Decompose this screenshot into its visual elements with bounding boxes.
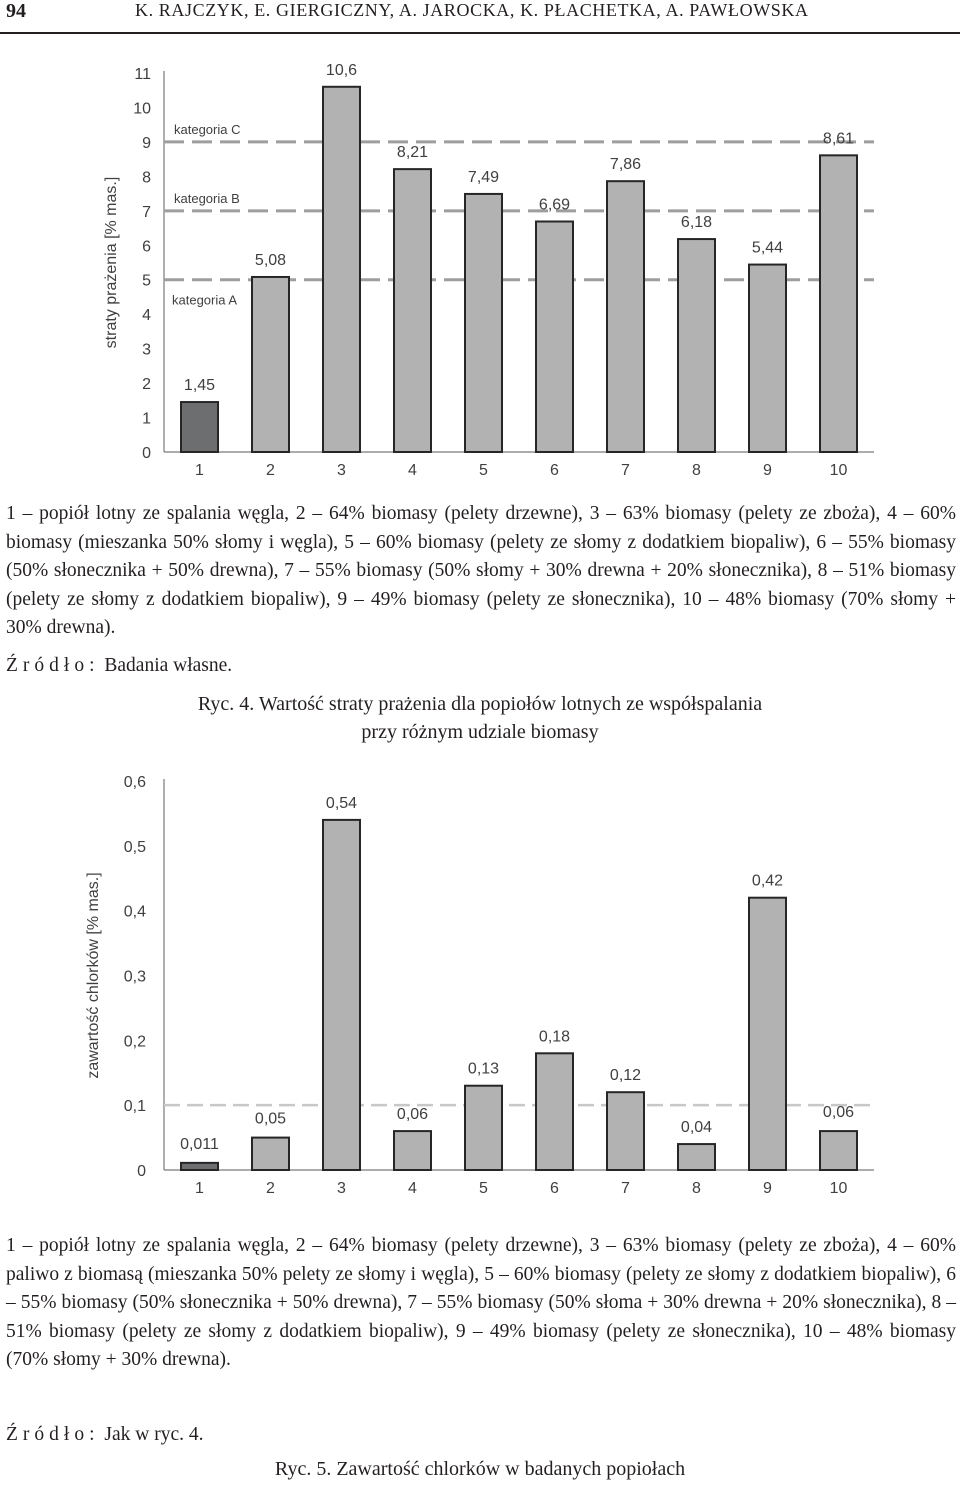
header-rule	[0, 32, 960, 34]
fig5-bar	[252, 1138, 289, 1170]
fig4-reference-line-label: kategoria B	[174, 190, 240, 206]
figure4-title-line1: Ryc. 4. Wartość straty prażenia dla popiołów lotnych ze współspalania	[197, 693, 763, 715]
fig4-reference-line-label: kategoria C	[174, 121, 241, 137]
fig5-x-tick-label: 5	[479, 1180, 488, 1197]
fig5-y-tick-label: 0,2	[123, 1033, 146, 1051]
fig5-bar	[749, 898, 786, 1170]
fig4-y-tick-label: 10	[133, 100, 151, 118]
figure4-source	[6, 655, 232, 677]
fig4-x-tick-label: 10	[829, 462, 848, 479]
fig5-x-tick-label: 10	[829, 1180, 848, 1197]
fig5-bar-value-label: 0,18	[538, 1028, 571, 1046]
fig5-bar-value-label: 0,12	[609, 1067, 642, 1085]
fig4-y-tick-label: 11	[134, 66, 151, 83]
fig5-bar-value-label: 0,54	[325, 794, 358, 812]
fig4-bar	[252, 277, 289, 452]
fig4-y-tick-label: 4	[142, 307, 151, 325]
figure4-source-text: Badania własne.	[104, 655, 233, 676]
figure4-source-label: Źródło:	[6, 655, 100, 676]
fig4-y-tick-label: 6	[142, 238, 151, 256]
fig4-bar	[181, 402, 218, 452]
fig4-y-tick-label: 1	[142, 410, 151, 428]
figure5-source-text: Jak w ryc. 4.	[104, 1424, 204, 1445]
fig4-bar-value-label: 8,21	[396, 144, 429, 162]
fig4-x-tick-label: 8	[692, 462, 701, 479]
fig5-bar-value-label: 0,06	[822, 1104, 855, 1122]
fig5-x-tick-label: 1	[195, 1180, 204, 1197]
figure5-title	[0, 1455, 960, 1483]
fig5-y-tick-label: 0,3	[123, 968, 146, 986]
fig4-bar-value-label: 5,08	[254, 251, 287, 269]
fig5-bar	[394, 1131, 431, 1170]
page-number: 94	[6, 0, 26, 22]
fig4-bar	[394, 169, 431, 452]
figure5-title-line1: Ryc. 5. Zawartość chlorków w badanych popiołach	[274, 1458, 686, 1480]
fig4-x-tick-label: 1	[195, 462, 204, 479]
fig5-bar-value-label: 0,42	[751, 872, 784, 890]
fig5-y-tick-label: 0,1	[123, 1098, 146, 1116]
fig4-y-axis-label: straty prażenia [% mas.]	[103, 176, 120, 349]
fig4-bar-value-label: 7,49	[467, 168, 500, 186]
figure4-description: 1 – popiół lotny ze spalania węgla, 2 – 64% biomasy (pelety drzewne), 3 – 63% biomasy (pelety ze zboża), 4 – 60% biomasy (mieszanka 50% słomy i węgla), 5 – 60% biomasy (pelety ze słomy z dodatkiem biopaliw), 6 – 55% biomasy (50% słonecznika + 50% drewna), 7 – 55% biomasy (50% słomy + 30% drewna + 20% słonecznika), 8 – 51% biomasy (pelety ze słomy z dodatkiem biopaliw), 9 – 49% biomasy (pelety ze słonecznika), 10 – 48% biomasy (70% słomy + 30% drewna).	[6, 503, 956, 639]
fig4-bar-value-label: 6,69	[538, 196, 571, 214]
fig5-bar	[607, 1092, 644, 1170]
fig5-bar-value-label: 0,13	[467, 1060, 500, 1078]
fig4-bar-value-label: 8,61	[822, 130, 855, 148]
fig5-bar-value-label: 0,011	[180, 1135, 219, 1153]
fig5-bar-value-label: 0,05	[254, 1110, 287, 1128]
fig5-y-axis-label: zawartość chlorków [% mas.]	[85, 872, 102, 1079]
fig4-reference-line-label: kategoria A	[172, 292, 238, 308]
fig4-bar	[820, 155, 857, 452]
fig5-bar	[181, 1163, 218, 1170]
fig5-x-tick-label: 6	[550, 1180, 559, 1197]
fig4-y-tick-label: 9	[142, 134, 151, 152]
fig4-y-tick-label: 0	[142, 445, 151, 462]
fig5-y-tick-label: 0,6	[123, 774, 146, 791]
fig4-bar	[465, 194, 502, 452]
fig4-bar	[678, 239, 715, 452]
fig5-y-tick-label: 0,4	[123, 903, 146, 921]
fig4-x-tick-label: 9	[763, 462, 772, 479]
fig4-bar-value-label: 5,44	[751, 239, 784, 257]
fig5-bar	[323, 820, 360, 1170]
running-header	[0, 0, 960, 34]
fig4-x-tick-label: 5	[479, 462, 488, 479]
fig5-x-tick-label: 8	[692, 1180, 701, 1197]
fig5-bar-value-label: 0,04	[680, 1119, 713, 1137]
fig4-bar	[536, 221, 573, 452]
fig4-bar-value-label: 10,6	[325, 61, 358, 79]
figure4-bar-chart	[0, 55, 960, 485]
fig5-x-tick-label: 3	[337, 1180, 346, 1197]
fig4-x-tick-label: 6	[550, 462, 559, 479]
fig5-bar	[536, 1053, 573, 1170]
fig5-x-tick-label: 9	[763, 1180, 772, 1197]
fig4-bar-value-label: 7,86	[609, 156, 642, 174]
figure5-bar-chart	[0, 760, 960, 1200]
fig4-bar	[323, 87, 360, 452]
fig5-y-tick-label: 0,5	[123, 838, 146, 856]
fig4-bar	[749, 265, 786, 452]
fig4-bar-value-label: 1,45	[183, 377, 216, 395]
fig4-bar	[607, 181, 644, 452]
figure4-title	[0, 690, 960, 746]
fig5-bar	[820, 1131, 857, 1170]
fig5-x-tick-label: 4	[408, 1180, 417, 1197]
fig4-x-tick-label: 3	[337, 462, 346, 479]
fig5-bar-value-label: 0,06	[396, 1106, 429, 1124]
fig4-y-tick-label: 7	[142, 203, 151, 221]
figure5-source-label: Źródło:	[6, 1424, 100, 1445]
fig5-bar	[465, 1086, 502, 1170]
fig4-y-tick-label: 5	[142, 272, 151, 290]
fig5-bar	[678, 1144, 715, 1170]
fig4-y-tick-label: 3	[142, 341, 151, 359]
figure5-description: 1 – popiół lotny ze spalania węgla, 2 – 64% biomasy (pelety drzewne), 3 – 63% biomasy (pelety ze zboża), 4 – 60% paliwo z biomasą (mieszanka 50% pelety ze słomy i węgla), 5 – 60% biomasy (pelety ze słomy z dodatkiem biopaliw), 6 – 55% biomasy (50% słonecznika + 50% drewna), 7 – 55% biomasy (50% słoma + 30% drewna + 20% słonecznika), 8 – 51% biomasy (pelety ze słomy z dodatkiem biopaliw), 9 – 49% biomasy (pelety ze słonecznika), 10 – 48% biomasy (70% słomy + 30% drewna).	[6, 1235, 956, 1371]
fig4-x-tick-label: 4	[408, 462, 417, 479]
figure5-source	[6, 1424, 203, 1446]
running-header-authors: K. RAJCZYK, E. GIERGICZNY, A. JAROCKA, K. PŁACHETKA, A. PAWŁOWSKA	[135, 0, 809, 20]
fig4-x-tick-label: 2	[266, 462, 275, 479]
fig4-bar-value-label: 6,18	[680, 214, 713, 232]
fig5-y-tick-label: 0	[137, 1163, 146, 1180]
fig5-x-tick-label: 7	[621, 1180, 630, 1197]
fig4-x-tick-label: 7	[621, 462, 630, 479]
fig5-x-tick-label: 2	[266, 1180, 275, 1197]
figure4-title-line2: przy różnym udziale biomasy	[361, 721, 599, 743]
fig4-y-tick-label: 2	[142, 376, 151, 394]
fig4-y-tick-label: 8	[142, 169, 151, 187]
